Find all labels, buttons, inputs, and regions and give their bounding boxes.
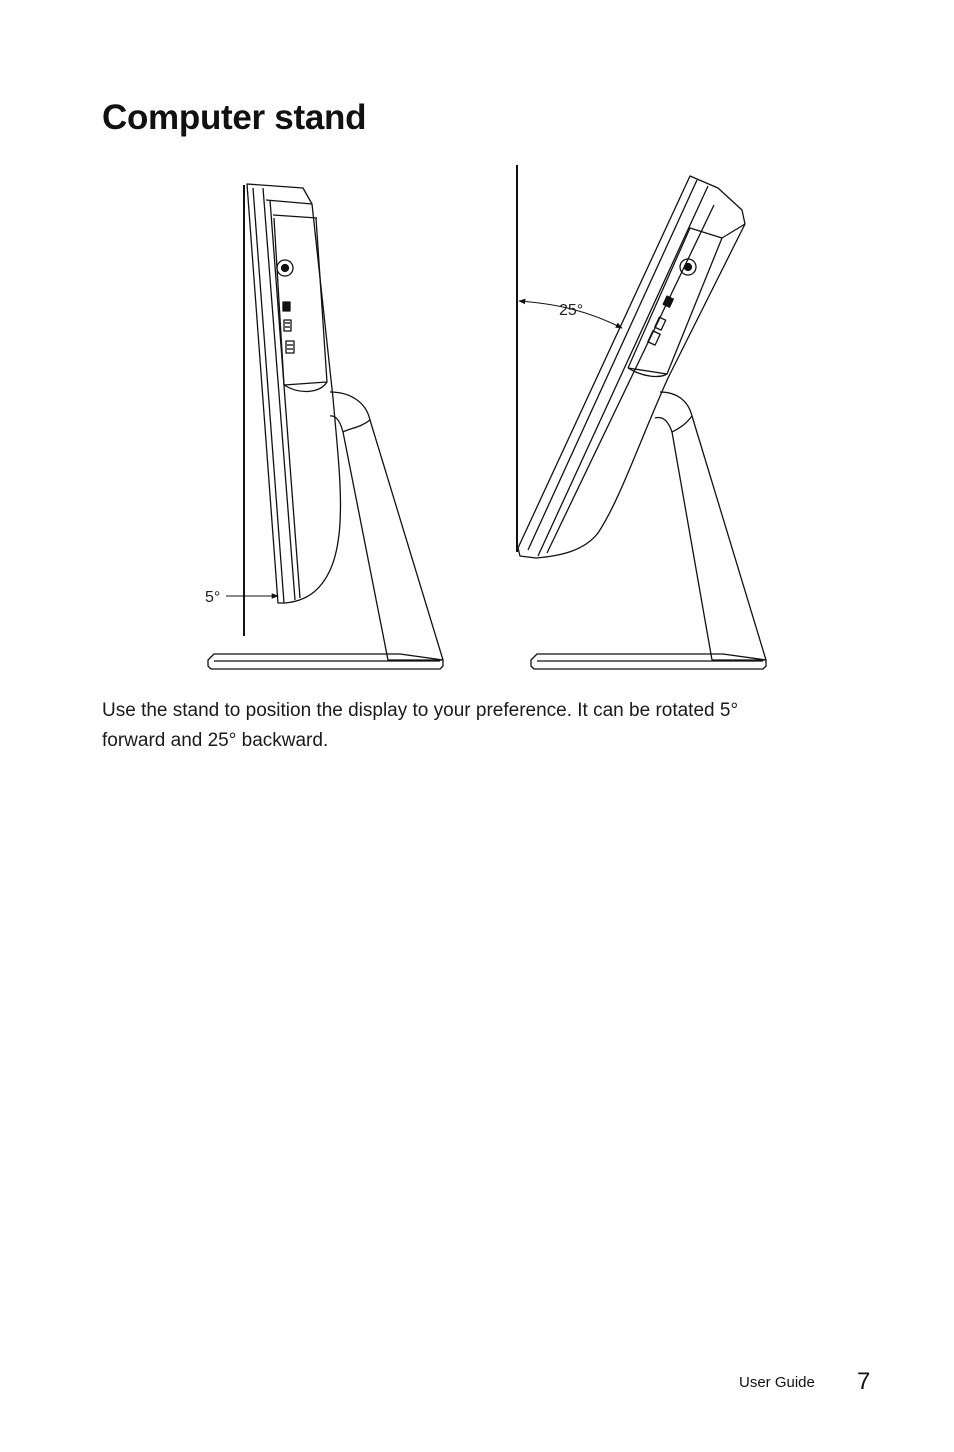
stand-arm (330, 392, 443, 660)
forward-angle-label: 5° (205, 589, 221, 606)
page-number: 7 (857, 1368, 871, 1395)
backward-tilt-diagram (517, 165, 766, 669)
backward-angle-label: 25° (559, 302, 584, 319)
page-title: Computer stand (102, 98, 367, 137)
monitor-body (518, 176, 745, 558)
forward-tilt-diagram (208, 184, 443, 669)
stand-illustration (0, 0, 954, 700)
body-paragraph: Use the stand to position the display to your preference. It can be rotated 5° forward and 25° backward. (102, 700, 739, 751)
stand-arm (655, 392, 766, 660)
footer-guide-label: User Guide (739, 1374, 815, 1391)
monitor-body (247, 184, 340, 603)
